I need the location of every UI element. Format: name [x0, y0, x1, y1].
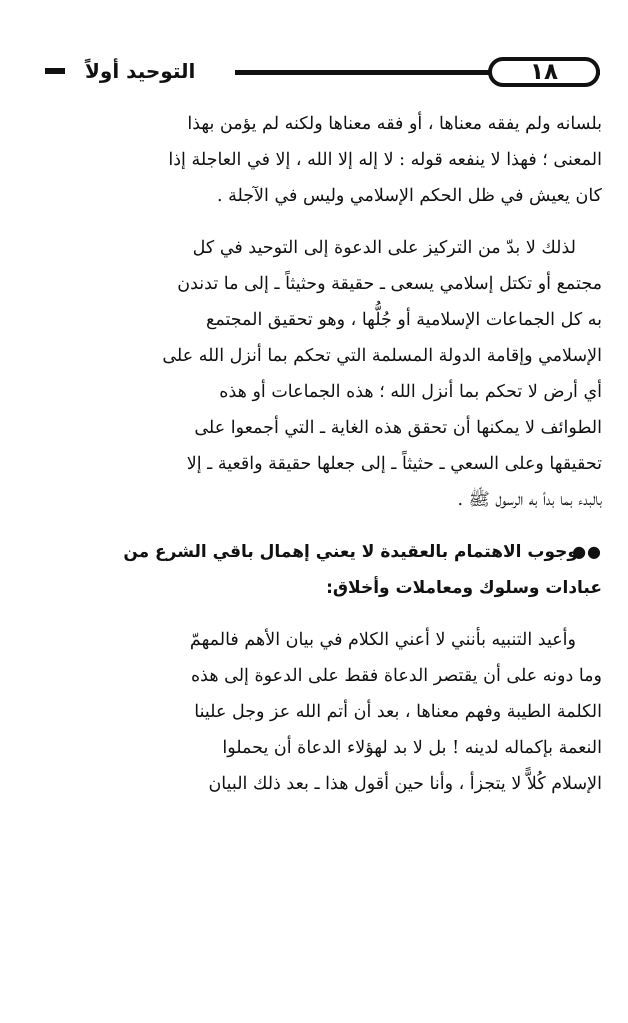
- section-heading: [45, 534, 602, 606]
- text-line: أي أرض لا تحكم بما أنزل الله ؛ هذه الجماعات أو هذه: [219, 382, 602, 402]
- bullet-dots-icon: ●●: [572, 542, 602, 561]
- text-line: به كل الجماعات الإسلامية أو جُلُّها ، وهو تحقيق المجتمع: [206, 310, 602, 330]
- heading-line: [45, 534, 602, 570]
- title-dash: [45, 68, 65, 74]
- text-line: الطوائف لا يمكنها أن تحقق هذه الغاية ـ التي أجمعوا على: [194, 418, 602, 438]
- text-line: كان يعيش في ظل الحكم الإسلامي وليس في الآجلة .: [216, 186, 602, 206]
- page-number-text: ١٨: [529, 59, 559, 85]
- text-line: تحقيقها وعلى السعي ـ حثيثاً ـ إلى جعلها حقيقة واقعية ـ إلا: [186, 454, 602, 474]
- text-line: الإسلام كُلاًّ لا يتجزأ ، وأنا حين أقول هذا ـ بعد ذلك البيان: [208, 774, 602, 794]
- running-title: التوحيد أولاً: [85, 59, 196, 83]
- text-line: وما دونه على أن يقتصر الدعاة فقط على الدعوة إلى هذه: [190, 666, 602, 686]
- text-line: النعمة بإكماله لدينه ! بل لا بد لهؤلاء الدعاة أن يحملوا: [222, 738, 602, 758]
- text-line: وأعيد التنبيه بأنني لا أعني الكلام في بيان الأهم فالمهمّ: [189, 630, 576, 650]
- text-line: لذلك لا بدّ من التركيز على الدعوة إلى التوحيد في كل: [192, 238, 576, 258]
- text-line: مجتمع أو تكتل إسلامي يسعى ـ حقيقة وحثيثاً ـ إلى ما تدندن: [177, 274, 602, 294]
- text-line: الكلمة الطيبة وفهم معناها ، بعد أن أتم الله عز وجل علينا: [194, 702, 602, 722]
- heading-line: عبادات وسلوك ومعاملات وأخلاق:: [326, 578, 602, 598]
- running-title-block: [45, 54, 235, 88]
- paragraph-closing: [45, 622, 602, 802]
- text-line: المعنى ؛ فهذا لا ينفعه قوله : لا إله إلا الله ، إلا في العاجلة إذا: [168, 150, 602, 170]
- text-line: بلسانه ولم يفقه معناها ، أو فقه معناها ولكنه لم يؤمن بهذا: [187, 114, 602, 134]
- paragraph-tawhid-focus: [45, 230, 602, 518]
- paragraph-continued: [45, 106, 602, 214]
- heading-text: وجوب الاهتمام بالعقيدة لا يعني إهمال باقي الشرع من: [123, 542, 578, 562]
- page-number: [488, 57, 600, 87]
- page-header: [45, 50, 600, 90]
- text-line: بالبدء بما بدأ به الرسول ﷺ .: [457, 490, 602, 510]
- text-line: الإسلامي وإقامة الدولة المسلمة التي تحكم بما أنزل الله على: [162, 346, 602, 366]
- page-body: [45, 106, 602, 802]
